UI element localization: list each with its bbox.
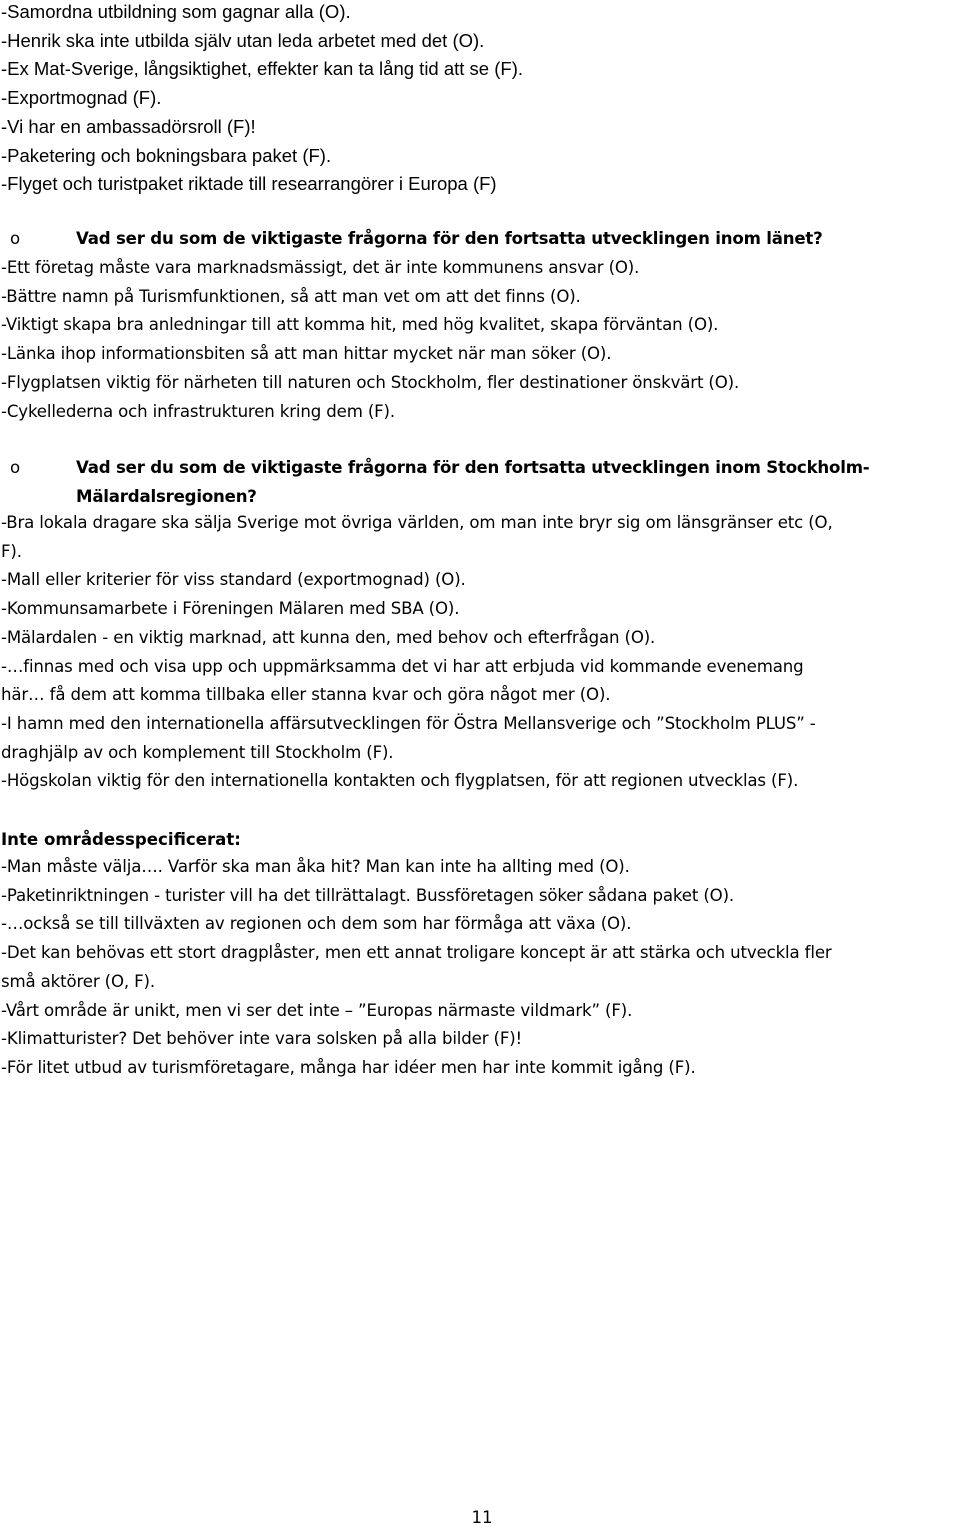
note-line: -Ett företag måste vara marknadsmässigt, det är inte kommunens ansvar (O). — [1, 258, 640, 277]
note-line: -Högskolan viktig för den internationella kontakten och flygplatsen, för att regionen utvecklas (F). — [1, 771, 799, 791]
note-line: -Mall eller kriterier för viss standard (exportmognad) (O). — [1, 570, 466, 590]
note-line: -…finnas med och visa upp och uppmärksamma det vi har att erbjuda vid kommande evenemang — [1, 656, 804, 676]
note-line: -Vårt område är unikt, men vi ser det inte – ”Europas närmaste vildmark” (F). — [1, 1000, 633, 1020]
note-line: -Paketering och bokningsbara paket (F). — [1, 144, 332, 166]
page-number: 11 — [471, 1508, 493, 1527]
question-text — [76, 454, 936, 511]
note-line: -Klimatturister? Det behöver inte vara solsken på alla bilder (F)! — [1, 1029, 523, 1049]
note-line: -…också se till tillväxten av regionen och dem som har förmåga att växa (O). — [1, 914, 632, 934]
note-line: -Kommunsamarbete i Föreningen Mälaren med SBA (O). — [1, 599, 460, 619]
note-line: -Paketinriktningen - turister vill ha det tillrättalagt. Bussföretagen söker sådana paket (O). — [1, 885, 735, 905]
bullet-marker: o — [10, 229, 20, 248]
question-text: Vad ser du som de viktigaste frågorna för den fortsatta utvecklingen inom länet? — [76, 229, 823, 248]
notes-block-2 — [1, 254, 739, 426]
note-line: -Ex Mat-Sverige, långsiktighet, effekter kan ta lång tid att se (F). — [1, 58, 524, 80]
note-line: -Samordna utbildning som gagnar alla (O). — [1, 1, 351, 22]
note-line: -Man måste välja…. Varför ska man åka hit? Man kan inte ha allting med (O). — [1, 857, 630, 876]
question-1 — [0, 225, 960, 254]
section-heading: Inte områdesspecificerat: — [1, 830, 241, 849]
notes-block-4 — [1, 853, 832, 1083]
note-line: -Exportmognad (F). — [1, 87, 162, 109]
notes-block-3 — [1, 509, 833, 796]
note-line: -Länka ihop informationsbiten så att man hittar mycket när man söker (O). — [1, 344, 612, 364]
note-line-cont: små aktörer (O, F). — [1, 971, 155, 991]
note-line-cont: här… få dem att komma tillbaka eller stanna kvar och göra något mer (O). — [1, 685, 611, 705]
note-line: -För litet utbud av turismföretagare, många har idéer men har inte kommit igång (F). — [1, 1057, 696, 1077]
note-line: -Det kan behövas ett stort dragplåster, men ett annat troligare koncept är att stärka och utveckla fler — [1, 943, 832, 963]
note-line: -I hamn med den internationella affärsutvecklingen för Östra Mellansverige och ”Stockholm PLUS” - — [1, 713, 816, 733]
bullet-marker: o — [10, 458, 20, 477]
note-line: -Bra lokala dragare ska sälja Sverige mot övriga världen, om man inte bryr sig om länsgränser etc (O, — [1, 513, 833, 532]
note-line-cont: F). — [1, 541, 22, 561]
question-text-line: Vad ser du som de viktigaste frågorna för den fortsatta utvecklingen inom Stockholm- — [76, 458, 870, 477]
note-line: -Bättre namn på Turismfunktionen, så att man vet om att det finns (O). — [1, 286, 581, 306]
note-line: -Vi har en ambassadörsroll (F)! — [1, 115, 256, 137]
question-text-line: Mälardalsregionen? — [76, 486, 257, 506]
note-line: -Mälardalen - en viktig marknad, att kunna den, med behov och efterfrågan (O). — [1, 627, 656, 647]
note-line: -Cykellederna och infrastrukturen kring dem (F). — [1, 401, 396, 421]
note-line: -Henrik ska inte utbilda själv utan leda arbetet med det (O). — [1, 29, 485, 51]
notes-block-1 — [1, 0, 523, 199]
note-line-cont: draghjälp av och komplement till Stockholm (F). — [1, 742, 394, 762]
note-line: -Flygplatsen viktig för närheten till naturen och Stockholm, fler destinationer önskvärt (O). — [1, 372, 740, 392]
question-2 — [0, 454, 960, 512]
note-line: -Flyget och turistpaket riktade till researrangörer i Europa (F) — [1, 173, 497, 195]
note-line: -Viktigt skapa bra anledningar till att komma hit, med hög kvalitet, skapa förväntan (O). — [1, 315, 719, 335]
